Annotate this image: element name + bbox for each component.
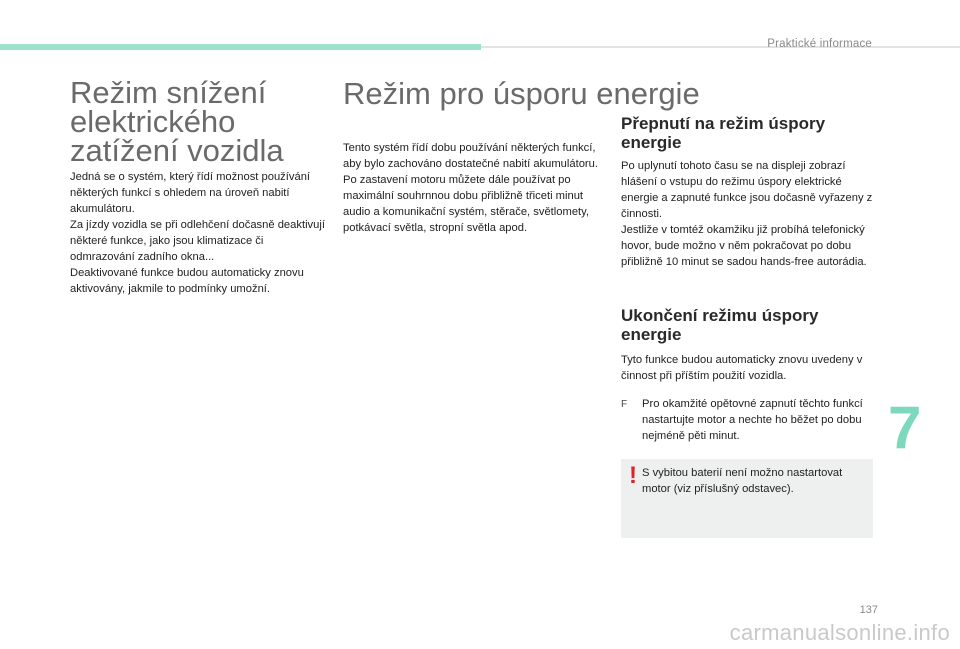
section-heading: Přepnutí na režim úspory energie <box>621 114 826 152</box>
column1-paragraph: Za jízdy vozidla se při odlehčení dočasně deaktivují některé funkce, jako jsou klimatizace či odmrazování zadního okna... <box>70 219 325 263</box>
bullet-marker-icon: F <box>621 399 628 410</box>
column2-body <box>343 140 605 236</box>
column2-title: Režim pro úsporu energie <box>343 76 700 111</box>
column1-paragraph: Jedná se o systém, který řídí možnost používání některých funkcí s ohledem na úroveň nabití akumulátoru. <box>70 171 311 215</box>
column2-paragraph: Po zastavení motoru můžete dále používat po maximální souhrnnou dobu přibližně třiceti minut audio a komunikační systém, stěrače, světlomety, potkávací světla, stropní světla apod. <box>343 174 590 234</box>
chapter-number: 7 <box>888 394 922 461</box>
column1-body <box>70 169 330 297</box>
warning-icon: ! <box>629 462 637 489</box>
column1-title: Režim snížení elektrického zatížení vozidla <box>70 75 284 168</box>
warning-text: S vybitou baterií není možno nastartovat motor (viz příslušný odstavec). <box>642 467 843 495</box>
page-number: 137 <box>859 604 878 616</box>
section-heading: Ukončení režimu úspory energie <box>621 306 819 344</box>
section-paragraph: Tyto funkce budou automaticky znovu uvedeny v činnost při příštím použití vozidla. <box>621 354 863 382</box>
energy-saving-exit-section <box>621 306 877 384</box>
bullet-text: Pro okamžité opětovné zapnutí těchto funkcí nastartujte motor a nechte ho běžet po dobu nejméně pěti minut. <box>642 398 863 442</box>
section-paragraph: Po uplynutí tohoto času se na displeji zobrazí hlášení o vstupu do režimu úspory elektrické energie a zapnuté funkce jsou dočasně vyřazeny z činnosti. <box>621 160 873 220</box>
header-accent-bar <box>0 44 481 50</box>
section-paragraph: Jestliže v tomtéž okamžiku již probíhá telefonický hovor, bude možno v něm pokračovat po dobu přibližně 10 minut se sadou hands-free autorádia. <box>621 224 867 268</box>
column2-paragraph: Tento systém řídí dobu používání některých funkcí, aby bylo zachováno dostatečné nabití akumulátoru. <box>343 142 598 170</box>
column1-paragraph: Deaktivované funkce budou automaticky znovu aktivovány, jakmile to podmínky umožní. <box>70 267 304 295</box>
header-rule <box>481 46 960 48</box>
section-label: Praktické informace <box>767 38 872 50</box>
warning-box <box>621 459 873 538</box>
energy-saving-switch-section <box>621 114 877 270</box>
watermark: carmanualsonline.info <box>729 620 950 645</box>
